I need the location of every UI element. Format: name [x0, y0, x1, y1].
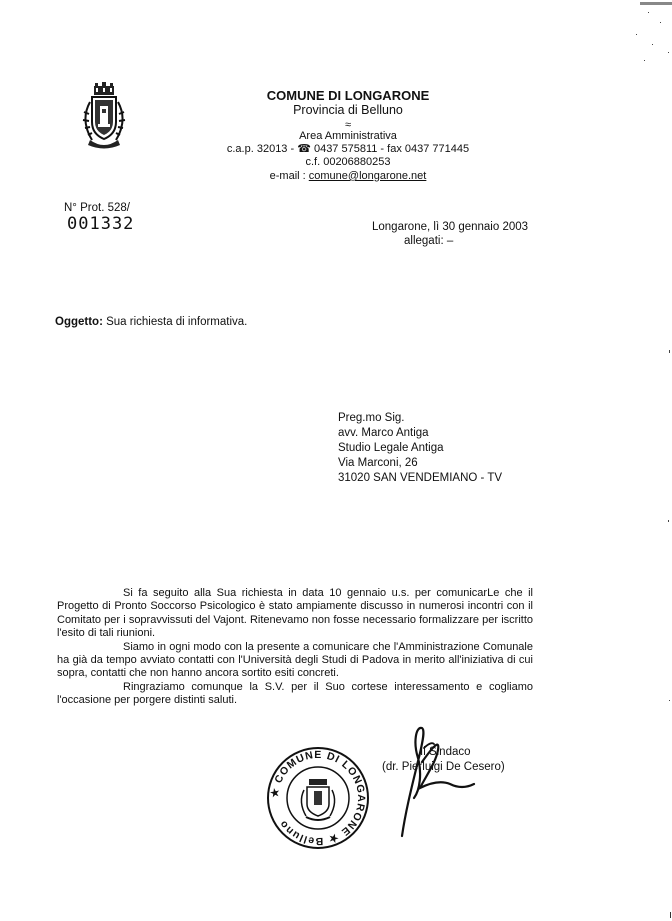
email-label: e-mail : — [269, 170, 306, 182]
recipient-line: Preg.mo Sig. — [338, 412, 405, 424]
protocol-number: 001332 — [67, 214, 135, 234]
body-paragraph: Siamo in ogni modo con la presente a comunicare che l'Amministrazione Comunale ha già da tempo avviato contatti con l'Università degli Studi di Padova in merito all'iniziativa di cui sopra, contatti che non hanno ancora sortito esiti concreti. — [57, 640, 533, 680]
body-paragraph: Si fa seguito alla Sua richiesta in data 10 gennaio u.s. per comunicarLe che il Progetto di Pronto Soccorso Psicologico è stato ampiamente discusso in numerosi incontri con il Comitato per i sopravvissuti del Vajont. Ritenevamo non fosse necessario formalizzare per iscritto l'esito di tali riunioni. — [57, 587, 533, 640]
letterhead — [188, 88, 508, 184]
protocol-label: N° Prot. 528/ — [64, 202, 130, 214]
place-date: Longarone, lì 30 gennaio 2003 — [372, 221, 529, 233]
recipient-line: 31020 SAN VENDEMIANO - TV — [338, 472, 503, 484]
tax-code: c.f. 00206880253 — [305, 156, 391, 168]
email-line — [188, 169, 508, 184]
recipient-line: avv. Marco Antiga — [338, 427, 429, 439]
official-stamp — [266, 746, 370, 850]
recipient-line: Studio Legale Antiga — [338, 442, 444, 454]
recipient-address — [338, 411, 502, 486]
recipient-line: Via Marconi, 26 — [338, 457, 418, 469]
municipality-title: COMUNE DI LONGARONE — [266, 88, 430, 103]
email-link[interactable]: comune@longarone.net — [308, 170, 427, 182]
separator-symbol: ≈ — [344, 119, 352, 131]
area-label: Area Amministrativa — [299, 130, 397, 142]
contacts-line: c.a.p. 32013 - ☎ 0437 575811 - fax 0437 771445 — [226, 143, 470, 155]
attachments: allegati: – — [404, 235, 454, 247]
stamp-ring-text: ★ COMUNE DI LONGARONE ★ Belluno — [268, 748, 368, 848]
signature-name: (dr. Pierluigi De Cesero) — [382, 761, 505, 773]
body-paragraph: Ringraziamo comunque la S.V. per il Suo cortese interessamento e cogliamo l'occasione per porgere distinti saluti. — [57, 680, 533, 707]
province: Provincia di Belluno — [293, 103, 403, 117]
coat-of-arms-logo — [78, 82, 130, 150]
signature-role: Il Sindaco — [420, 746, 471, 758]
handwritten-signature — [380, 718, 500, 838]
subject-label: Oggetto: — [55, 316, 103, 328]
letter-body — [57, 587, 533, 708]
subject-line — [55, 315, 247, 329]
subject-text: Sua richiesta di informativa. — [106, 316, 248, 328]
